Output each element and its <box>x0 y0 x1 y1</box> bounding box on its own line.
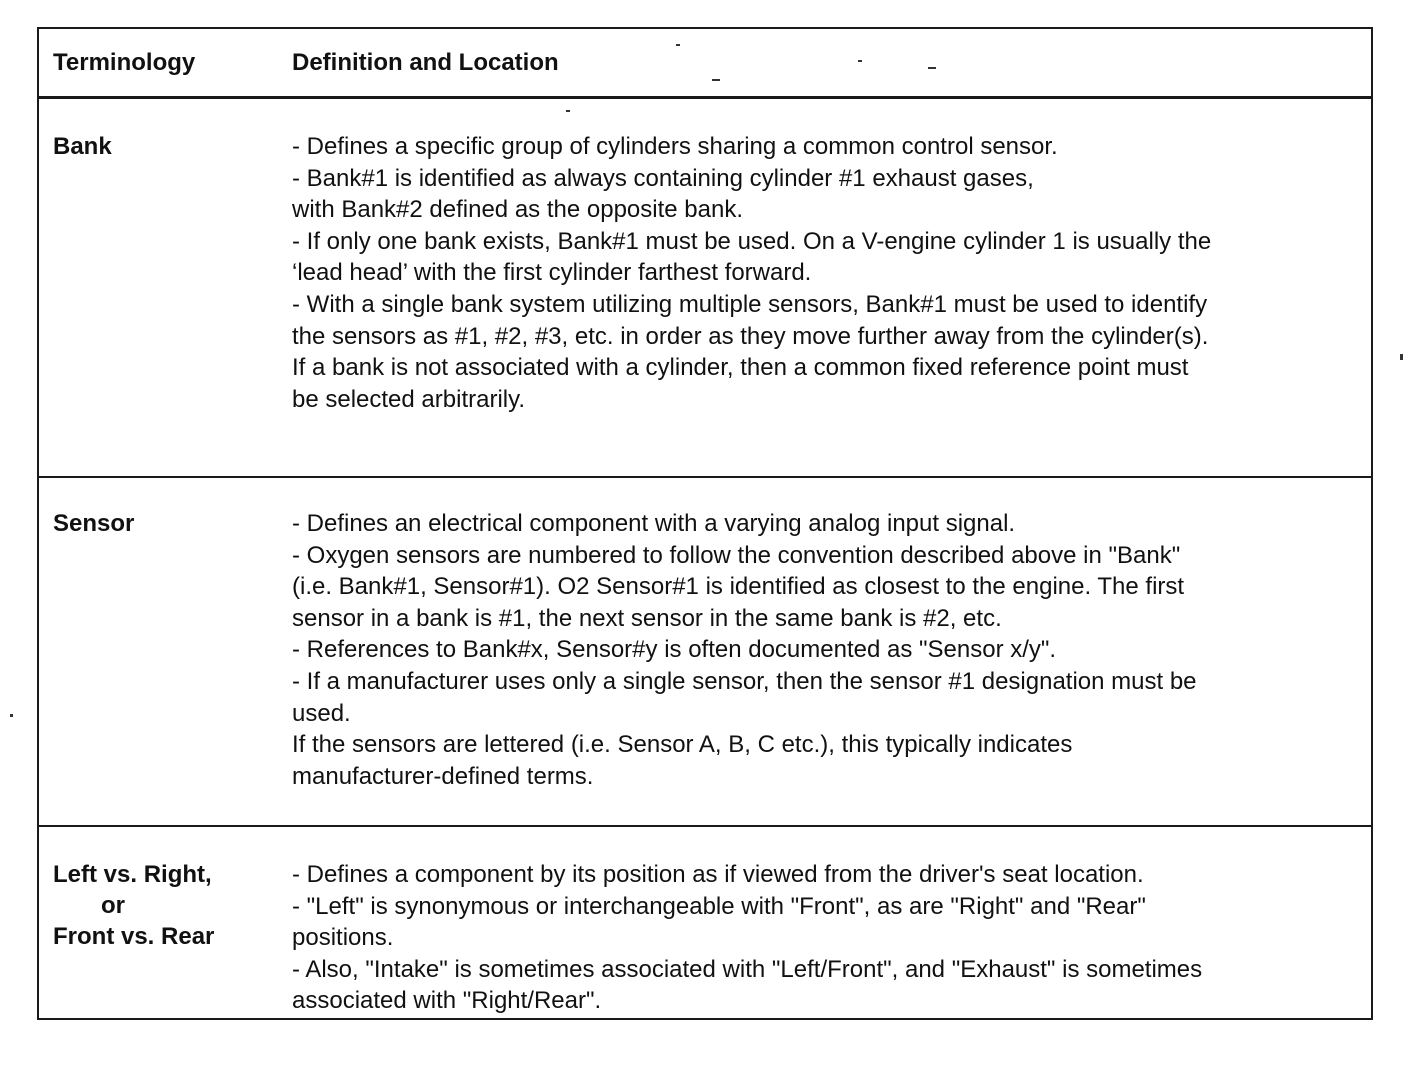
definition-line: the sensors as #1, #2, #3, etc. in order as they move further away from the cylinder(s). <box>292 322 1209 350</box>
definition-line: ‘lead head’ with the first cylinder farthest forward. <box>292 259 812 287</box>
definition-line: - If only one bank exists, Bank#1 must be used. On a V-engine cylinder 1 is usually the <box>292 227 1212 255</box>
definition-line: sensor in a bank is #1, the next sensor in the same bank is #2, etc. <box>292 604 1002 632</box>
definition-line: - Defines an electrical component with a varying analog input signal. <box>292 510 1016 537</box>
term-cell <box>53 131 283 162</box>
term-text: Bank <box>53 133 112 160</box>
definition-line: positions. <box>292 924 394 952</box>
header-definition: Definition and Location <box>292 49 559 76</box>
definition-line: (i.e. Bank#1, Sensor#1). O2 Sensor#1 is identified as closest to the engine. The first <box>292 573 1185 601</box>
table-row <box>39 827 1371 1018</box>
definition-line: - With a single bank system utilizing multiple sensors, Bank#1 must be used to identify <box>292 290 1208 318</box>
term-text: Front vs. Rear <box>53 923 215 950</box>
definition-line: - Also, "Intake" is sometimes associated with "Left/Front", and "Exhaust" is sometimes <box>292 955 1203 983</box>
term-text: Left vs. Right, <box>53 861 212 888</box>
scan-speck <box>1400 354 1403 360</box>
scan-speck <box>566 110 570 112</box>
term-text: or <box>101 892 125 919</box>
definition-cell <box>292 508 1367 792</box>
definition-line: If the sensors are lettered (i.e. Sensor A, B, C etc.), this typically indicates <box>292 731 1073 759</box>
scan-speck <box>712 79 720 81</box>
definition-line: with Bank#2 defined as the opposite bank. <box>292 196 743 224</box>
table-row <box>39 99 1371 478</box>
definition-line: - "Left" is synonymous or interchangeable with "Front", as are "Right" and "Rear" <box>292 892 1146 920</box>
definition-line: be selected arbitrarily. <box>292 385 525 413</box>
definition-line: If a bank is not associated with a cylinder, then a common fixed reference point must <box>292 354 1189 382</box>
term-cell <box>53 508 283 539</box>
definition-cell <box>292 859 1367 1017</box>
definition-line: used. <box>292 699 351 727</box>
definition-line: - If a manufacturer uses only a single sensor, then the sensor #1 designation must be <box>292 667 1197 695</box>
definition-line: - References to Bank#x, Sensor#y is often documented as "Sensor x/y". <box>292 636 1057 664</box>
definition-line: - Bank#1 is identified as always containing cylinder #1 exhaust gases, <box>292 164 1034 192</box>
header-terminology: Terminology <box>53 49 196 76</box>
term-text: Sensor <box>53 510 135 537</box>
scan-speck <box>928 67 936 69</box>
scan-speck <box>676 44 680 46</box>
definition-line: - Oxygen sensors are numbered to follow the convention described above in "Bank" <box>292 541 1181 569</box>
definition-line: associated with "Right/Rear". <box>292 987 602 1015</box>
definition-line: - Defines a specific group of cylinders sharing a common control sensor. <box>292 133 1058 160</box>
scan-speck <box>858 60 862 62</box>
term-cell <box>53 859 283 952</box>
definition-cell <box>292 131 1367 415</box>
table-row <box>39 478 1371 827</box>
definition-line: manufacturer-defined terms. <box>292 762 594 790</box>
definition-line: - Defines a component by its position as if viewed from the driver's seat location. <box>292 861 1144 888</box>
terminology-table <box>37 27 1373 1020</box>
scan-speck <box>10 714 13 717</box>
table-header-row <box>39 29 1371 99</box>
